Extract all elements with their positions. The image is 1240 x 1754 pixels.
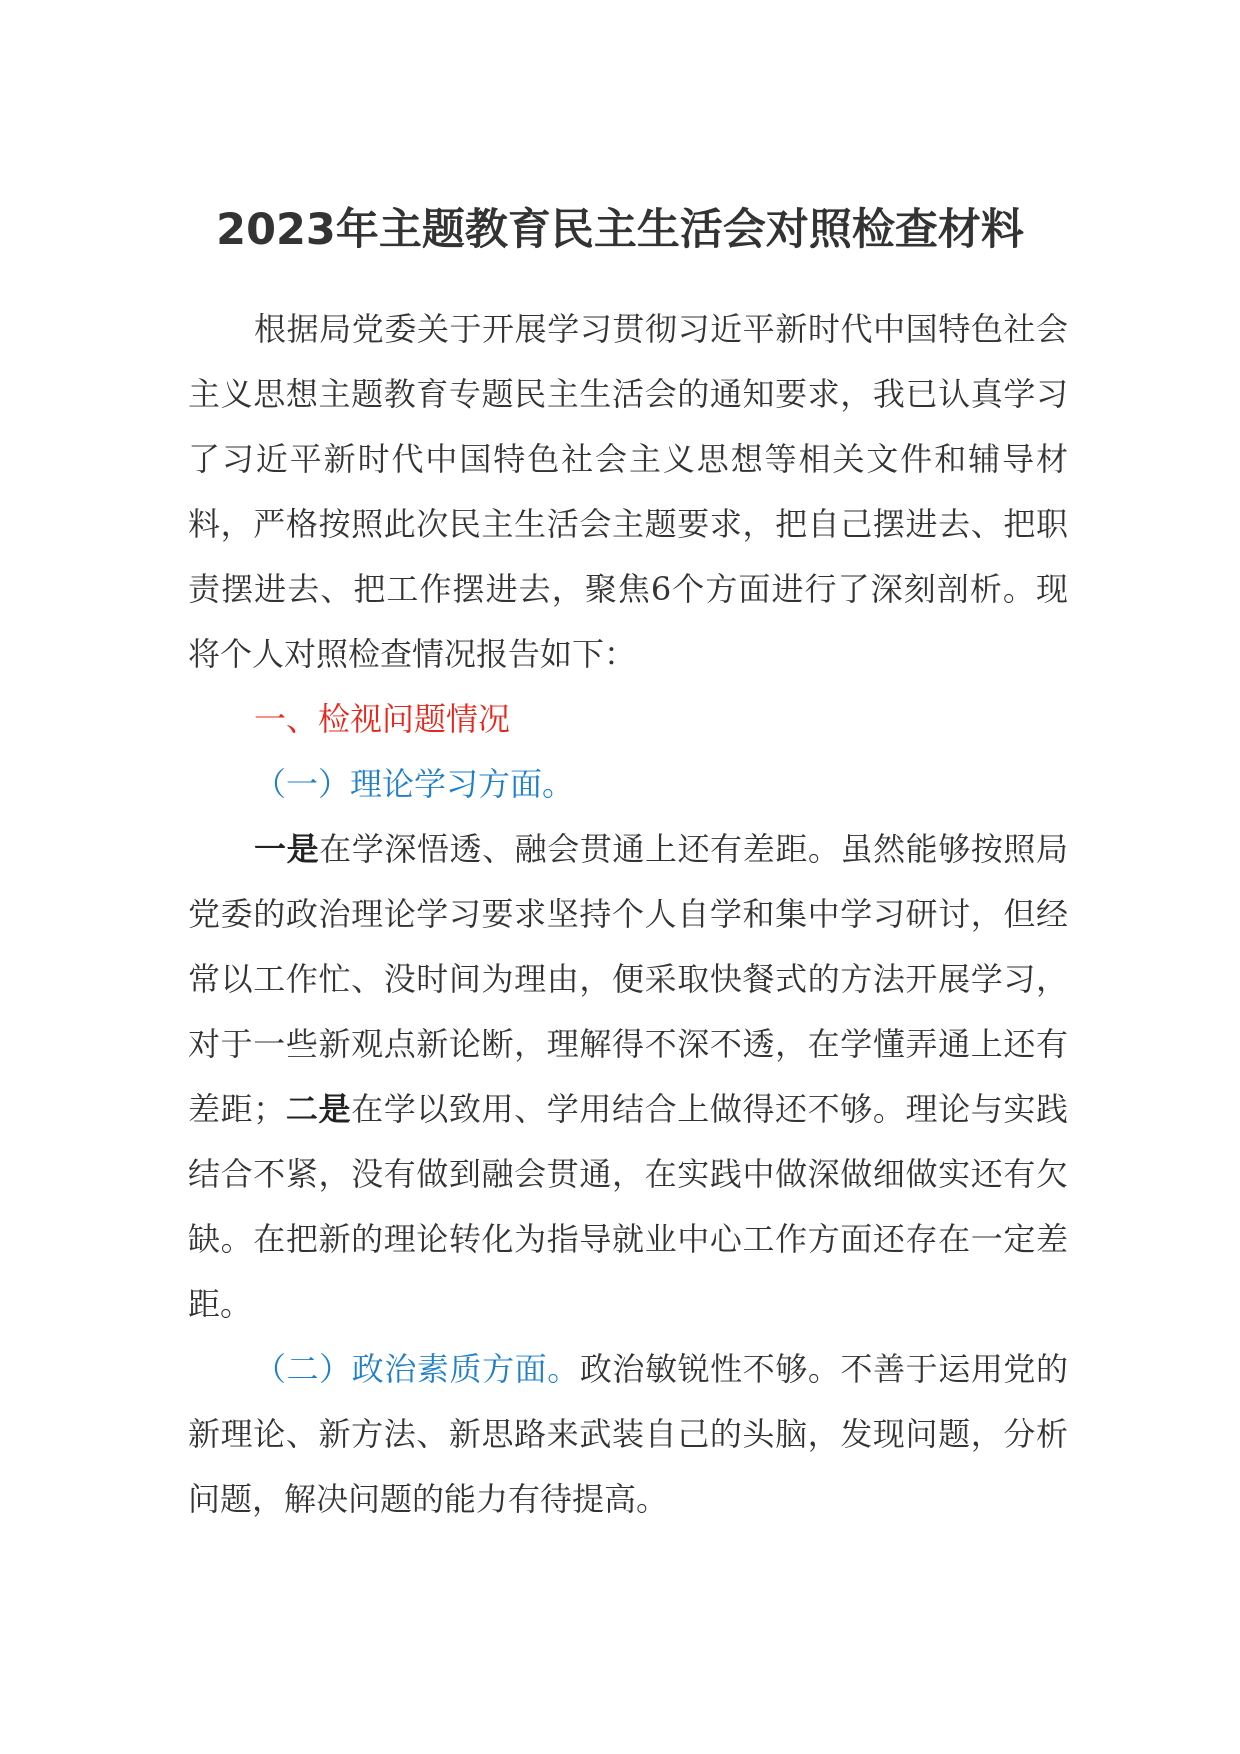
- point-2-text: 在学以致用、学用结合上做得还不够。理论与实践结合不紧，没有做到融会贯通，在实践中做深做细做实还有欠缺。在把新的理论转化为指导就业中心工作方面还存在一定差距。: [188, 1090, 1068, 1323]
- document-body: [188, 297, 1068, 1532]
- political-quality-text: 政治敏锐性不够。不善于运用党的新理论、新方法、新思路来武装自己的头脑，发现问题，分析问题，解决问题的能力有待提高。: [188, 1350, 1068, 1518]
- lead-point-2: 二是: [285, 1090, 352, 1128]
- intro-paragraph: 根据局党委关于开展学习贯彻习近平新时代中国特色社会主义思想主题教育专题民主生活会的通知要求，我已认真学习了习近平新时代中国特色社会主义思想等相关文件和辅导材料，严格按照此次民主生活会主题要求，把自己摆进去、把职责摆进去、把工作摆进去，聚焦6个方面进行了深刻剖析。现将个人对照检查情况报告如下：: [188, 310, 1068, 673]
- theory-study-paragraph: [188, 817, 1068, 1337]
- point-1-text: 在学深悟透、融会贯通上还有差距。虽然能够按照局党委的政治理论学习要求坚持个人自学和集中学习研讨，但经常以工作忙、没时间为理由，便采取快餐式的方法开展学习，对于一些新观点新论断，理解得不深不透，在学懂弄通上还有差距；: [188, 830, 1068, 1128]
- political-quality-paragraph: [188, 1337, 1068, 1532]
- section-heading-1: 一、检视问题情况: [254, 700, 511, 738]
- subsection-heading-2: （二）政治素质方面。: [254, 1350, 580, 1388]
- document-title: 2023年主题教育民主生活会对照检查材料: [216, 205, 1024, 255]
- lead-point-1: 一是: [254, 830, 320, 868]
- subsection-heading-1: （一）理论学习方面。: [254, 765, 575, 803]
